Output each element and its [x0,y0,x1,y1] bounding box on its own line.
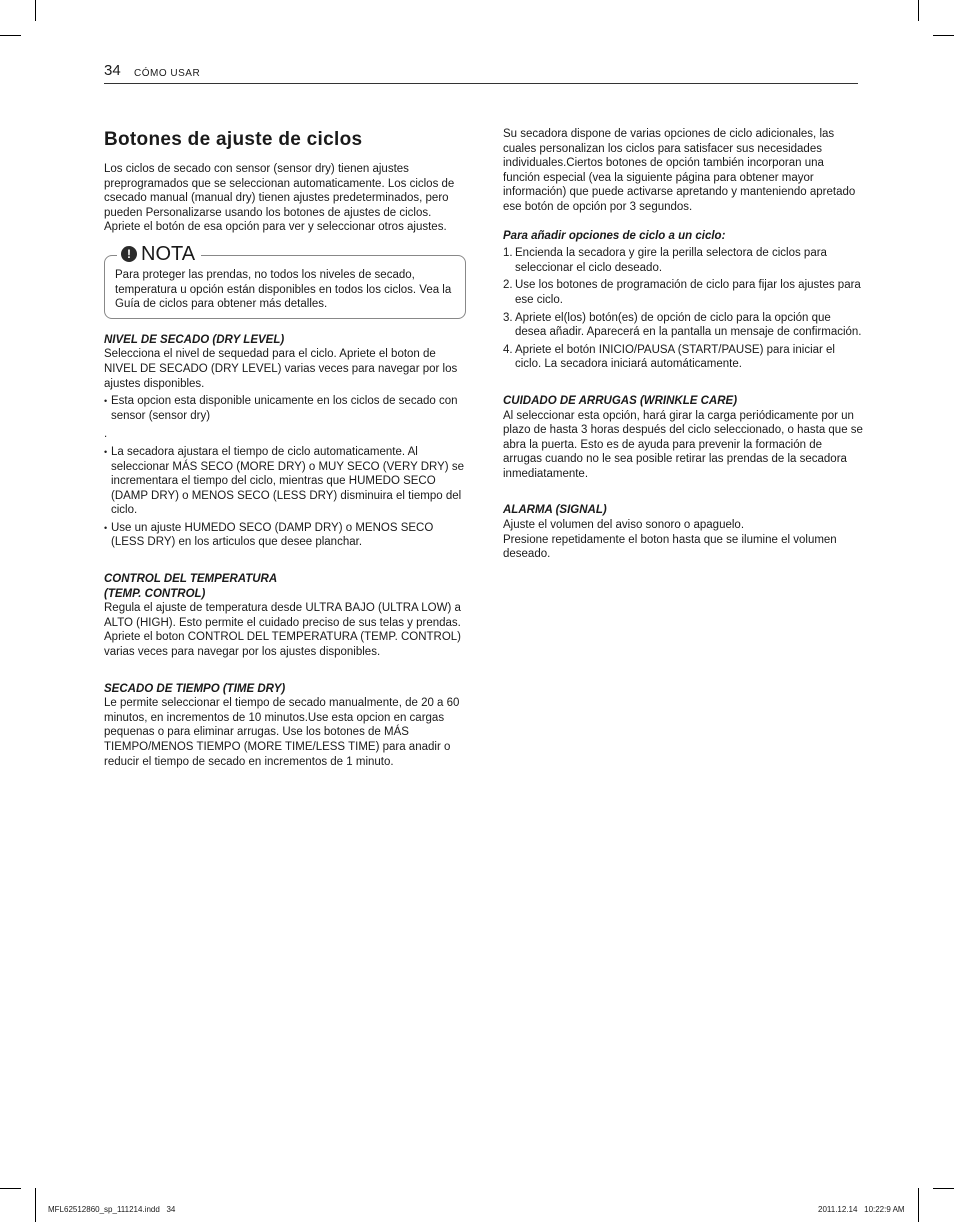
dry-level-heading: NIVEL DE SECADO (DRY LEVEL) [104,333,285,346]
temp-control-heading: CONTROL DEL TEMPERATURA [104,573,278,586]
dry-level-bullet: • Use un ajuste HUMEDO SECO (DAMP DRY) o MENOS SECO (LESS DRY) en los articulos que desee planchar. [104,521,466,550]
crop-mark [35,1188,36,1222]
right-column [503,127,863,562]
wrinkle-care-heading: CUIDADO DE ARRUGAS (WRINKLE CARE) [503,394,738,407]
note-box [104,242,466,319]
dry-level-bullet: • La secadora ajustara el tiempo de ciclo automaticamente. Al seleccionar MÁS SECO (MORE DRY) o MUY SECO (VERY DRY) se incrementara el tiempo del ciclo, mientras que HUMEDO SECO (DAMP DRY) o MENOS SECO (LESS DRY) disminuira el tiempo del ciclo. [104,445,466,518]
intro-paragraph: Los ciclos de secado con sensor (sensor dry) tienen ajustes preprogramados que se seleccionan automaticamente. Los ciclos de csecado manual (manual dry) tienen ajustes predeterminados, pero pueden Personalizarse usando los botones de ajustes de ciclos. Apriete el botón de esa opción para ver y seleccionar otros ajustes. [104,163,455,234]
dry-level-bullet: • Esta opcion esta disponible unicamente en los ciclos de secado con sensor (sensor dry) [104,394,466,423]
footer-timestamp: 2011.12.14 10:22:9 AM [818,1205,905,1214]
time-dry-text: Le permite seleccionar el tiempo de secado manualmente, de 20 a 60 minutos, en incrementos de 10 minutos.Use esta opcion en cargas pequenas o para eliminar arrugas. Use los botones de MÁS TIEMPO/MENOS TIEMPO (MORE TIME/LESS TIME) para anadir o reducir el tiempo de secado en incrementos de 1 minuto. [104,697,460,768]
footer-file-info: MFL62512860_sp_111214.indd 34 [48,1205,176,1214]
exclamation-icon: ! [121,246,137,262]
left-column [104,128,466,769]
temp-control-heading: (TEMP. CONTROL) [104,587,206,600]
note-label: NOTA [141,242,196,265]
page-number: 34 [104,62,121,79]
step-item: 4. Apriete el botón INICIO/PAUSA (START/PAUSE) para iniciar el ciclo. La secadora iniciará automáticamente. [503,343,835,371]
dry-level-text: Selecciona el nivel de sequedad para el ciclo. Apriete el boton de NIVEL DE SECADO (DRY LEVEL) varias veces para navegar por los ajustes disponibles. [104,348,458,390]
crop-mark [918,1188,919,1222]
stray-dot: . [104,428,108,441]
crop-mark [35,0,36,21]
note-text: Para proteger las prendas, no todos los niveles de secado, temperatura u opción están disponibles en todos los ciclos. Vea la Guía de ciclos para obtener más detalles. [115,268,452,311]
step-item: 2. Use los botones de programación de ciclo para fijar los ajustes para ese ciclo. [503,279,861,306]
note-title [117,243,201,265]
section-title: CÓMO USAR [134,68,201,79]
time-dry-heading: SECADO DE TIEMPO (TIME DRY) [104,682,286,695]
step-item: 1. Encienda la secadora y gire la perilla selectora de ciclos para seleccionar el ciclo deseado. [503,247,827,274]
page-header [104,64,858,84]
wrinkle-care-text: Al seleccionar esta opción, hará girar la carga periódicamente por un plazo de hasta 3 horas después del ciclo seleccionado, o hasta que se abra la puerta. Esto es de ayuda para prevenir la formación de arrugas cuando no le sea posible retirar las prendas de la secadora inmediatamente. [503,409,863,480]
signal-text: Ajuste el volumen del aviso sonoro o apaguelo. [503,519,745,532]
crop-mark [933,1188,954,1189]
options-intro: Su secadora dispone de varias opciones de ciclo adicionales, las cuales personalizan los ciclos para satisfacer sus necesidades individuales.Ciertos botones de opción también incorporan una función especial (vea la siguiente página para obtener mayor información) que puede activarse apretando y manteniendo apretado ese botón de opción por 3 segundos. [503,128,856,213]
signal-heading: ALARMA (SIGNAL) [503,504,607,517]
add-options-heading: Para añadir opciones de ciclo a un ciclo: [503,229,726,242]
crop-mark [0,35,21,36]
step-item: 3. Apriete el(los) botón(es) de opción de ciclo para la opción que desea añadir. Aparecerá en la pantalla un mensaje de confirmación. [503,311,862,339]
crop-mark [933,35,954,36]
crop-mark [918,0,919,21]
temp-control-text: Regula el ajuste de temperatura desde ULTRA BAJO (ULTRA LOW) a ALTO (HIGH). Esto permite el cuidado preciso de sus telas y prendas. Apriete el boton CONTROL DEL TEMPERATURA (TEMP. CONTROL) varias veces para navegar por los ajustes disponibles. [104,602,462,659]
signal-text: Presione repetidamente el boton hasta que se ilumine el volumen deseado. [503,533,837,561]
crop-mark [0,1188,21,1189]
page-title: Botones de ajuste de ciclos [104,129,363,150]
